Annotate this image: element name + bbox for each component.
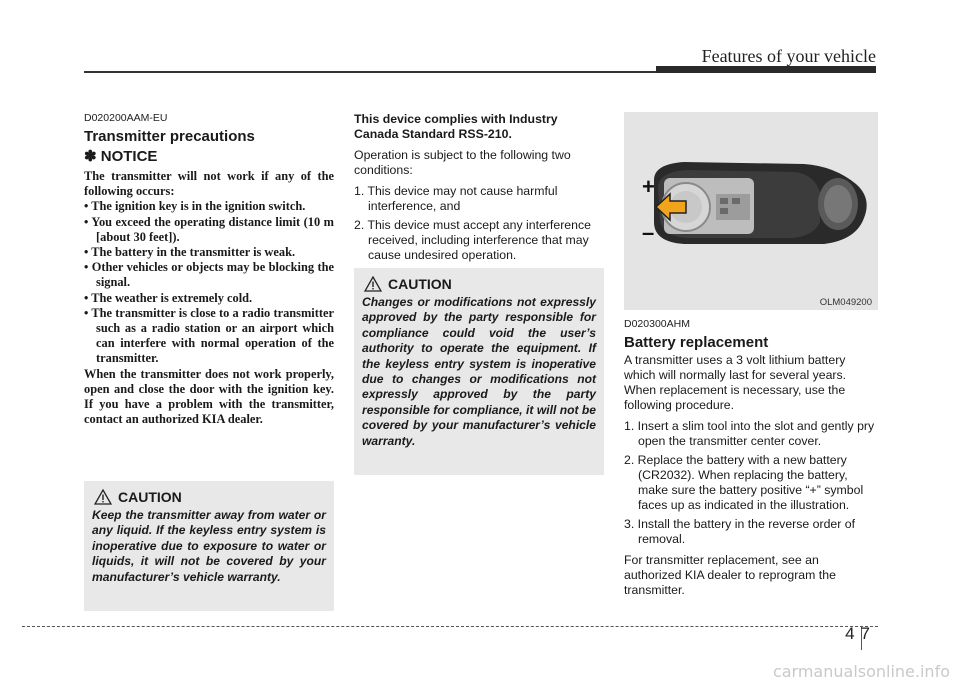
section-code: D020200AAM-EU bbox=[84, 112, 168, 124]
key-fob-illustration bbox=[624, 112, 878, 310]
notice-label: ✽ NOTICE bbox=[84, 148, 158, 165]
column-3 bbox=[624, 318, 878, 604]
section-heading: Transmitter precautions bbox=[84, 128, 255, 145]
notice-bullet: • You exceed the operating distance limit (10 m [about 30 feet]). bbox=[84, 214, 334, 244]
header-bar bbox=[656, 66, 876, 73]
plus-mark: + bbox=[642, 174, 655, 199]
notice-bullet: • The ignition key is in the ignition switch. bbox=[84, 199, 306, 214]
notice-bullet: • The weather is extremely cold. bbox=[84, 290, 253, 305]
step-item: 3. Install the battery in the reverse order of removal. bbox=[624, 517, 856, 546]
compliance-text: This device complies with Industry Canada Standard RSS-210. bbox=[354, 112, 558, 141]
notice-bullet: • Other vehicles or objects may be blocking the signal. bbox=[84, 260, 334, 290]
column-1 bbox=[84, 112, 334, 427]
footer-rule bbox=[22, 626, 878, 627]
condition-item: 1. This device may not cause harmful interference, and bbox=[354, 184, 558, 213]
step-item: 2. Replace the battery with a new battery (CR2032). When replacing the battery, make sure the battery positive “+” symbol faces up as indicated in the illustration. bbox=[624, 453, 864, 512]
watermark: carmanualsonline.info bbox=[772, 662, 950, 681]
section-code: D020300AHM bbox=[624, 318, 690, 330]
step-item: 1. Insert a slim tool into the slot and gently pry open the transmitter center cover. bbox=[624, 419, 875, 448]
warning-triangle-icon bbox=[364, 276, 382, 292]
warning-triangle-icon bbox=[94, 489, 112, 505]
caution-text: Keep the transmitter away from water or any liquid. If the keyless entry system is inoperative due to exposure to water or liquids, it will not be covered by your manufacturer’s vehicle warranty. bbox=[92, 508, 326, 584]
battery-outro: For transmitter replacement, see an authorized KIA dealer to reprogram the transmitter. bbox=[624, 553, 836, 597]
caution-title: CAUTION bbox=[118, 489, 182, 505]
caution-box-modifications bbox=[354, 268, 604, 475]
notice-bullet: • The battery in the transmitter is weak. bbox=[84, 245, 296, 260]
condition-item: 2. This device must accept any interference received, including interference that may cause undesired operation. bbox=[354, 218, 591, 262]
notice-bullet: • The transmitter is close to a radio transmitter such as a radio station or an airport which can interfere with normal operation of the transmitter. bbox=[84, 305, 334, 366]
caution-box-water bbox=[84, 481, 334, 611]
page-number: 47 bbox=[845, 624, 876, 643]
page-header-title: Features of your vehicle bbox=[701, 46, 876, 66]
caution-title: CAUTION bbox=[388, 276, 452, 292]
figure-label: OLM049200 bbox=[819, 297, 872, 308]
battery-intro: A transmitter uses a 3 volt lithium battery which will normally last for several years. When replacement is necessary, use the following procedure. bbox=[624, 353, 847, 412]
column-2 bbox=[354, 112, 604, 267]
notice-body bbox=[84, 169, 334, 427]
caution-text: Changes or modifications not expressly approved by the party responsible for compliance could void the user’s authority to operate the equipment. If the keyless entry system is inoperative due to changes or modifications not expressly approved by the party responsible for compliance, it will not be covered by your manufacturer’s vehicle warranty. bbox=[362, 295, 596, 448]
minus-mark: – bbox=[642, 220, 655, 245]
operation-text: Operation is subject to the following two conditions: bbox=[354, 148, 571, 177]
notice-intro: The transmitter will not work if any of the following occurs: bbox=[84, 169, 334, 199]
transmitter-battery-figure bbox=[624, 112, 878, 310]
notice-outro: When the transmitter does not work properly, open and close the door with the ignition key. If you have a problem with the transmitter, contact an authorized KIA dealer. bbox=[84, 366, 334, 427]
section-heading: Battery replacement bbox=[624, 334, 769, 351]
